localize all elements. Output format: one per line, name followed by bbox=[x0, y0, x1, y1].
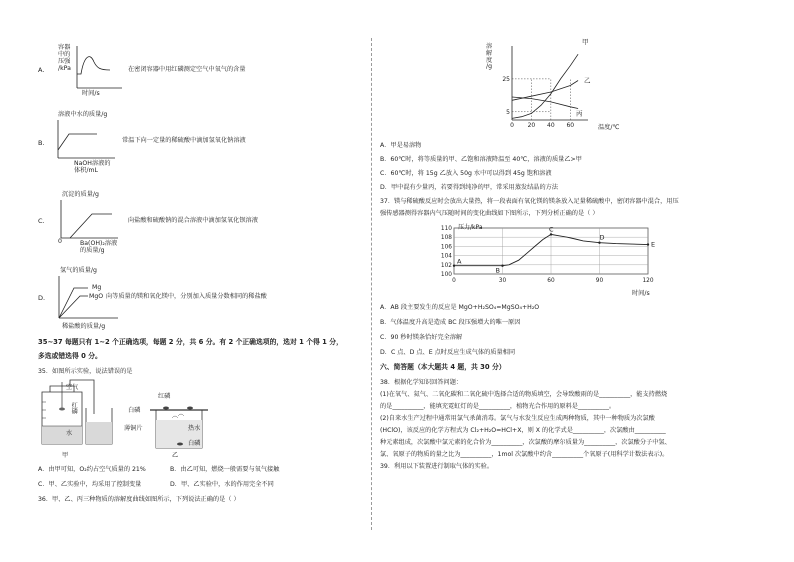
apparatus-jia-water-label: 水 bbox=[66, 430, 73, 437]
solubility-xlabel: 温度/℃ bbox=[598, 124, 620, 131]
option-d-ylabel: 氢气的质量/g bbox=[60, 267, 97, 274]
q38-part1-line2: 的是__________，能填充霓虹灯的是__________，植物光合作用的原料是__________。 bbox=[380, 403, 616, 410]
solubility-chart bbox=[490, 40, 610, 132]
option-b-desc: 常温下向一定量的稀硫酸中滴加氢氧化钠溶液 bbox=[122, 137, 246, 144]
pressure-x-tick-label: 0 bbox=[452, 278, 456, 284]
apparatus-yi-hotwater-label: 热水 bbox=[188, 425, 201, 432]
sol-x-tick-label: 20 bbox=[527, 122, 536, 129]
sol-x-tick-label: 0 bbox=[510, 122, 514, 129]
pressure-x-tick-label: 30 bbox=[498, 278, 507, 284]
sol-y-tick-label: 5 bbox=[506, 108, 510, 116]
pressure-point-marker bbox=[598, 242, 600, 244]
option-d-mg-label: Mg bbox=[92, 284, 102, 291]
pressure-y-tick-label: 110 bbox=[440, 226, 452, 232]
option-b-graph bbox=[57, 120, 117, 162]
pressure-y-tick-label: 108 bbox=[440, 235, 452, 242]
pressure-point-label: D bbox=[599, 233, 605, 242]
apparatus-yi-whitep-label: 白磷 bbox=[128, 407, 141, 414]
sol-series-label: 丙 bbox=[576, 109, 583, 118]
apparatus-yi-copper-label: 薄铜片 bbox=[124, 425, 143, 432]
option-b-ylabel: 溶液中水的质量/g bbox=[58, 111, 108, 118]
pressure-x-tick-label: 120 bbox=[642, 278, 654, 284]
sol-series-label: 乙 bbox=[584, 76, 591, 85]
q36-option-c: C．60℃时，将 15g 乙放入 50g 水中可以得到 45g 饱和溶液 bbox=[380, 170, 552, 177]
q37-option-a: A．AB 段主要发生的反应是 MgO+H₂SO₄=MgSO₄+H₂O bbox=[380, 304, 540, 311]
q36-option-a: A．甲是易溶物 bbox=[380, 142, 422, 149]
sol-x-tick-label: 60 bbox=[566, 122, 575, 129]
apparatus-jia-caption: 甲 bbox=[62, 452, 69, 459]
option-c-origin: 0 bbox=[58, 238, 62, 245]
pressure-ylabel: 压力/kPa bbox=[458, 224, 483, 231]
q35-option-a: A．由甲可知，O₂约占空气质量的 21% bbox=[38, 466, 146, 473]
apparatus-yi-caption: 乙 bbox=[172, 452, 179, 459]
apparatus-jia-air-label: 空气 bbox=[66, 384, 79, 391]
option-a-letter: A. bbox=[38, 66, 45, 74]
pressure-point-marker bbox=[647, 243, 649, 245]
option-a-desc: 在密闭容器中用红磷测定空气中氧气的含量 bbox=[128, 66, 246, 73]
pressure-point-marker bbox=[453, 265, 455, 267]
pressure-y-tick-label: 102 bbox=[440, 262, 452, 269]
column-divider bbox=[371, 38, 372, 530]
section-6-heading: 六、简答题（本大题共 4 题，共 30 分） bbox=[380, 363, 506, 371]
option-c-desc: 向盐酸和硫酸钠的混合溶液中滴加氢氧化钡溶液 bbox=[128, 217, 258, 224]
sol-series-line bbox=[512, 81, 578, 101]
q37-option-d: D．C 点、D 点、E 点时反应生成气体的质量相同 bbox=[380, 349, 516, 356]
section-instruction-line2: 多选或错选得 0 分。 bbox=[38, 352, 102, 360]
pressure-xlabel: 时间/s bbox=[632, 290, 650, 297]
q38-part2-line2: (HClO)，该反应的化学方程式为 Cl₂+H₂O=HCl+X，则 X 的化学式是__________，次氯酸由__________ bbox=[380, 427, 666, 434]
pressure-x-tick-label: 90 bbox=[595, 278, 604, 284]
pressure-chart bbox=[434, 222, 674, 298]
option-a-ylabel: 容器 中的 压强 /kPa bbox=[58, 44, 71, 73]
pressure-y-tick-label: 100 bbox=[440, 272, 452, 278]
option-c-graph bbox=[60, 200, 120, 242]
q38-part1-line1: (1)在氧气、氦气、二氧化碳和二氧化硫中选择合适的物质填空，会导致酸雨的是__________，能支持燃烧 bbox=[380, 391, 668, 398]
question-36: 36．甲、乙、丙三种物质的溶解度曲线如图所示，下列说法正确的是（ ） bbox=[38, 496, 240, 503]
apparatus-yi-redp-label: 红磷 bbox=[158, 393, 171, 400]
option-a-xlabel: 时间/s bbox=[82, 90, 100, 97]
q36-option-b: B．60℃时，将等质量的甲、乙饱和溶液降温至 40℃，溶液的质量乙>甲 bbox=[380, 156, 582, 163]
question-37-line2: 强传感器测得容器内气压随时间的变化曲线如下图所示，下列分析正确的是（ ） bbox=[380, 210, 599, 217]
option-d-desc: 向等质量的镁和氧化镁中，分别加入质量分数相同的稀盐酸 bbox=[106, 293, 267, 300]
pressure-point-label: A bbox=[457, 257, 462, 266]
sol-series-line bbox=[512, 97, 578, 109]
option-c-xlabel: Ba(OH)₂溶液 的质量/g bbox=[80, 240, 118, 255]
sol-x-tick-label: 40 bbox=[547, 122, 555, 129]
option-a-graph bbox=[76, 44, 126, 94]
pressure-point-label: B bbox=[495, 266, 500, 275]
q37-option-c: C．90 秒时镁条恰好完全溶解 bbox=[380, 334, 463, 341]
pressure-point-label: C bbox=[549, 225, 554, 234]
option-c-ylabel: 沉淀的质量/g bbox=[62, 191, 99, 198]
question-35: 35．如图所示实验，说法错误的是 bbox=[38, 368, 133, 375]
option-d-mgo-label: MgO bbox=[89, 293, 104, 300]
q38-part2-line3: 种元素组成，次氯酸中氯元素的化合价为__________，次氯酸的摩尔质量为__________，次氯酸分子中氢、 bbox=[380, 439, 671, 446]
question-39: 39．利用以下装置进行制取气体的实验。 bbox=[380, 463, 494, 470]
option-d-letter: D. bbox=[38, 294, 46, 302]
question-38: 38．根据化学知识回答问题： bbox=[380, 379, 463, 386]
question-37-line1: 37．镁与稀硫酸反应时会放出大量热，将一段表面有氧化镁的镁条放入足量稀硫酸中，密闭容器中混合，用压 bbox=[380, 198, 679, 205]
q35-option-d: D．甲、乙实验中，水的作用完全不同 bbox=[170, 481, 274, 488]
q38-part2-line4: 氯、氧原子的物质的量之比为__________，1mol 次氯酸中约含__________个氧原子(用科学计数法表示)。 bbox=[380, 451, 669, 458]
pressure-point-label: E bbox=[651, 240, 656, 249]
option-b-letter: B. bbox=[38, 139, 45, 147]
option-d-xlabel: 稀盐酸的质量/g bbox=[62, 323, 106, 330]
sol-series-label: 甲 bbox=[582, 38, 589, 47]
pressure-point-marker bbox=[501, 265, 503, 267]
q36-option-d: D．甲中混有少量丙，若要得到纯净的甲，常采用蒸发结晶的方法 bbox=[380, 184, 559, 191]
section-instruction-line1: 35~37 每题只有 1~2 个正确选项，每题 2 分，共 6 分。有 2 个正确选项的，选对 1 个得 1 分， bbox=[38, 338, 343, 346]
option-c-letter: C. bbox=[38, 217, 45, 225]
apparatus-yi-whitep2-label: 白磷 bbox=[188, 440, 201, 447]
q35-option-c: C．甲、乙实验中，均采用了控制变量 bbox=[38, 481, 142, 488]
pressure-point-marker bbox=[550, 233, 552, 235]
sol-y-tick-label: 25 bbox=[502, 75, 510, 83]
apparatus-jia-redp-label: 红磷 bbox=[70, 402, 78, 415]
pressure-x-tick-label: 60 bbox=[547, 278, 555, 284]
option-b-xlabel: NaOH溶液的 体积/mL bbox=[74, 160, 111, 175]
pressure-y-tick-label: 106 bbox=[440, 244, 452, 251]
apparatus-yi-illustration bbox=[144, 396, 214, 452]
solubility-ylabel: 溶 解 度 /g bbox=[486, 43, 493, 71]
pressure-y-tick-label: 104 bbox=[440, 253, 452, 260]
q37-option-b: B．气体温度升高是造成 BC 段压强增大的唯一原因 bbox=[380, 319, 521, 326]
q35-option-b: B．由乙可知，燃烧一般需要与氧气接触 bbox=[170, 466, 280, 473]
q38-part2-line1: (2)自来水生产过程中通常用氯气杀菌消毒。氯气与水发生反应生成两种物质，其中一种物质为次氯酸 bbox=[380, 415, 655, 422]
